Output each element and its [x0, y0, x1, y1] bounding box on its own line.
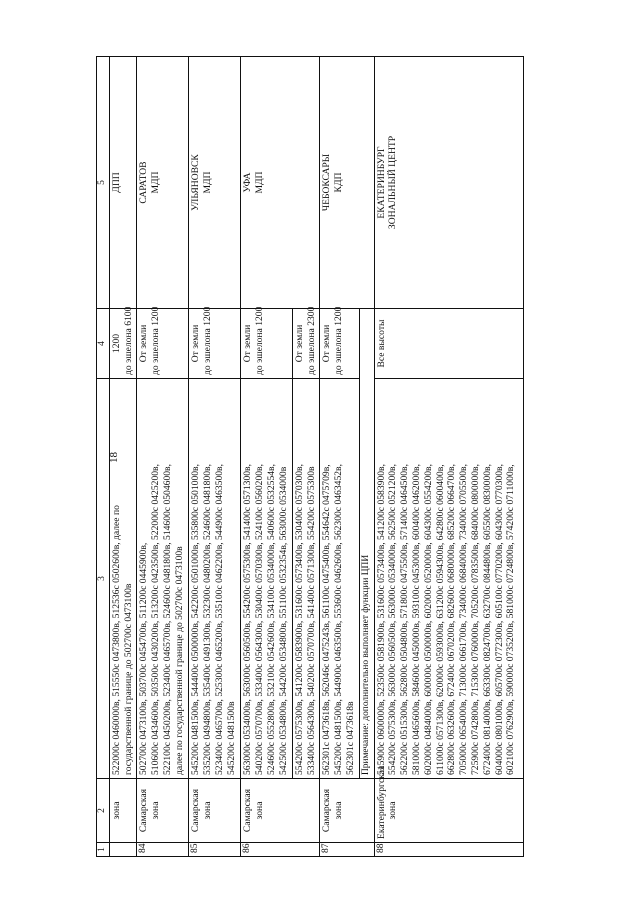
altitude-line: От земли	[190, 324, 202, 363]
center-name: ЧЕБОКСАРЫ	[321, 153, 333, 212]
altitude-line: От земли	[293, 324, 305, 363]
rotated-table-container	[96, 57, 524, 857]
coord-line: 562200с 0515300в, 562800с 0504800в, 571800с 0475500в, 571400с 0464500в,	[399, 464, 411, 775]
center-type: ЗОНАЛЬНЫЙ ЦЕНТР	[387, 135, 399, 230]
coord-line: 611000с 0571300в, 620000с 0593000в, 631200с 0594300в, 642800с 0600400в,	[434, 464, 446, 775]
altitude-line: до эшелона 1200	[150, 306, 162, 375]
header-col-4: 4	[97, 309, 110, 379]
zone-cell: Самарская зона	[320, 779, 374, 843]
zone-cell: зона	[110, 779, 137, 843]
row-number: 85	[189, 843, 241, 857]
coordinates-cell	[110, 379, 137, 779]
coord-line: 562301с 0473618в	[345, 701, 357, 775]
center-type: МДП	[253, 171, 265, 194]
altitude-line: От земли	[321, 324, 333, 363]
row-number: 88	[374, 843, 523, 857]
control-center-cell	[320, 57, 374, 309]
altitude-line: до эшелона 1200	[253, 306, 265, 375]
coord-line: 540200с 0570700в, 533400с 0564300в, 530400с 0570300в, 524100с 0560200в,	[253, 464, 265, 775]
altitude-cell: Все высоты	[374, 309, 523, 379]
coord-line: 672400с 0814000в, 663300с 0824700в, 632700с 0844800в, 605500с 0830000в,	[481, 464, 493, 775]
row-number: 87	[320, 843, 374, 857]
coord-line: 522000с 0460000в, 515550с 0473800в, 512536с 0502600в, далее по	[111, 505, 122, 775]
altitude-line: до эшелона 1200	[202, 306, 214, 375]
altitude-cell	[320, 306, 360, 379]
airspace-zone-table	[96, 56, 524, 857]
control-center-cell	[189, 57, 241, 309]
altitude-line: 1200	[111, 333, 122, 354]
zone-cell: Самарская зона	[241, 779, 320, 843]
coord-line: 662800с 0632600в, 672400с 0670200в, 682600с 0680000в, 685200с 0664700в,	[446, 464, 458, 775]
table-row-continuation	[110, 57, 137, 857]
center-type: КДП	[333, 172, 345, 193]
coord-line: 563000с 0534000в, 563000с 0560500в, 554200с 0575300в, 541400с 0571300в,	[242, 464, 254, 775]
row-number: 86	[241, 843, 320, 857]
coord-line: далее по государственной границе до 502700с 0473100в	[173, 546, 185, 775]
altitude-cell	[241, 306, 293, 379]
coord-line: 510600с 0434600в, 503500с 0430200в, 513200с 0423500в, 522000с 0425200в,	[150, 464, 162, 775]
altitude-cell	[137, 306, 189, 379]
altitude-line: От земли	[138, 324, 150, 363]
center-type: МДП	[150, 171, 162, 194]
control-center-cell	[374, 57, 523, 309]
coordinates-cell	[292, 379, 319, 779]
header-col-1: 1	[97, 843, 110, 857]
coord-line: 524600с 0552800в, 532100с 0542600в, 534100с 0534000в, 540600с 0532554в,	[265, 464, 277, 775]
coord-line: 705000с 0654000в, 713000с 0661700в, 734000с 0684000в, 734000с 0705500в,	[458, 464, 470, 775]
coord-line: 522100с 0450200в, 523400с 0465700в, 524600с 0481800в, 514600с 0504600в,	[162, 464, 174, 775]
altitude-cell	[189, 306, 241, 379]
coord-line: 502700с 0473100в, 503700с 0454700в, 511200с 0445900в,	[138, 542, 150, 775]
coordinates-cell	[320, 379, 360, 779]
coord-line: 542500с 0534800в, 544200с 0534800в, 551100с 0532354в, 563000с 0534000в	[277, 466, 289, 775]
altitude-line: От земли	[242, 324, 254, 363]
zone-cell: Екатеринбургская зона	[374, 779, 523, 843]
center-name: САРАТОВ	[138, 161, 150, 204]
table-header-row	[97, 57, 110, 857]
zone-cell: Самарская зона	[189, 779, 241, 843]
coord-line: государственной границе до 502700с 0473100в	[122, 583, 134, 775]
center-name: УФА	[242, 172, 254, 193]
coord-line: 581000с 0465600в, 584600с 0450000в, 593100с 0453000в, 600400с 0462000в,	[411, 464, 423, 775]
control-center-cell	[241, 57, 320, 309]
control-center-cell	[137, 57, 189, 309]
coord-line: 523400с 0465700в, 525300с 0465200в, 535100с 0462200в, 544900с 0463500в,	[213, 464, 225, 775]
row-number	[110, 843, 137, 857]
table-row	[137, 57, 189, 857]
coord-line: 562301с 0473618в, 562046с 0475243в, 561100с 0475400в, 554642с 0475709в,	[321, 464, 333, 775]
coord-line: 554200с 0575300в, 541200с 0583900в, 531600с 0573400в, 530400с 0570300в,	[293, 464, 305, 775]
coord-line: 602000с 0484000в, 600000с 0500000в, 602000с 0520000в, 604300с 0554200в,	[422, 464, 434, 775]
note-text: Примечание: дополнительно выполняет функции ЦПИ	[360, 309, 375, 779]
header-col-2: 2	[97, 779, 110, 843]
center-name: УЛЬЯНОВСК	[190, 154, 202, 211]
altitude-line: до эшелона 2300	[305, 306, 317, 375]
coordinates-cell	[241, 379, 293, 779]
header-col-3: 3	[97, 379, 110, 779]
center-type: МДП	[202, 171, 214, 194]
coord-line: 554200с 0575300в, 563000с 0560500в, 563000с 0534000в, 562500с 0521200в,	[387, 464, 399, 775]
table-row	[189, 57, 241, 857]
altitude-cell	[292, 306, 319, 379]
table-row	[320, 57, 360, 857]
coord-line: 545200с 0481500в	[225, 701, 237, 775]
coord-line: 604000с 0801000в, 605700с 0772300в, 605100с 0770200в, 604300с 0770300в,	[493, 464, 505, 775]
table-row	[374, 57, 523, 857]
coord-line: 533400с 0564300в, 540200с 0570700в, 541400с 0571300в, 554200с 0575300в	[305, 466, 317, 775]
coordinates-cell	[137, 379, 189, 779]
page-number: 18	[108, 452, 120, 463]
coord-line: 545200с 0481500в, 544900с 0463500в, 553600с 0462600в, 562300с 0463452в,	[333, 464, 345, 775]
table-row	[241, 57, 293, 857]
coord-line: 602100с 0762900в, 590000с 0735200в, 581000с 0724800в, 574200с 0711000в,	[505, 464, 517, 775]
coord-line: 535200с 0494800в, 535400с 0491300в, 532300с 0480200в, 524600с 0481800в,	[202, 464, 214, 775]
coord-line: 515900с 0600000в, 523500с 0581900в, 531600с 0573400в, 541200с 0583900в,	[375, 464, 387, 775]
row-number: 84	[137, 843, 189, 857]
control-center-cell: ДПП	[110, 57, 137, 309]
zone-cell: Самарская зона	[137, 779, 189, 843]
coordinates-cell	[374, 379, 523, 779]
altitude-line: до эшелона 1200	[333, 306, 345, 375]
coord-line: 725900с 0742800в, 715300с 0760000в, 705200с 0783500в, 684000с 0800000в,	[470, 464, 481, 775]
center-name: ЕКАТЕРИНБУРГ	[375, 146, 387, 219]
altitude-cell	[110, 306, 137, 379]
altitude-line: до эшелона 6100	[122, 306, 134, 375]
coordinates-cell	[189, 379, 241, 779]
header-col-5: 5	[97, 57, 110, 309]
coord-line: 545200с 0481500в, 544400с 0500000в, 542200с 0501000в, 535800с 0501000в,	[190, 464, 202, 775]
